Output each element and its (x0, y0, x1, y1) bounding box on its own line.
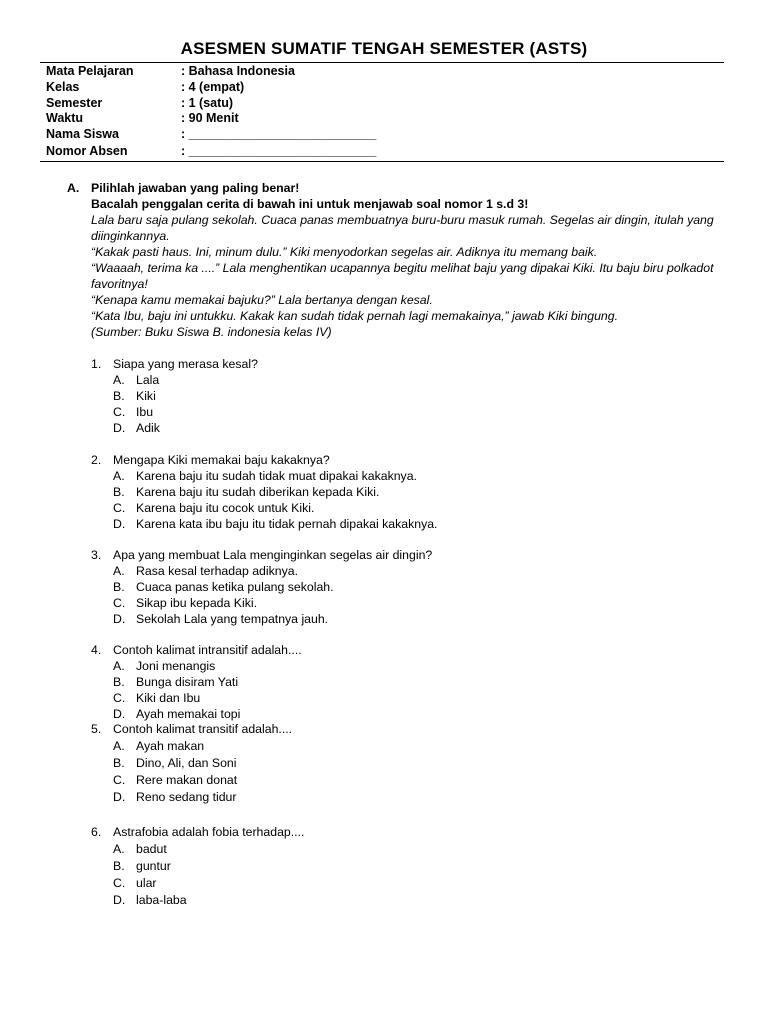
story-paragraph: “Kenapa kamu memakai bajuku?” Lala bertanya dengan kesal. (91, 293, 433, 307)
section-letter: A. (67, 181, 80, 195)
option-text: Karena kata ibu baju itu tidak pernah dipakai kakaknya. (136, 517, 438, 531)
header-rule-bottom (40, 161, 724, 162)
option-letter: D. (113, 893, 126, 907)
question-text: Contoh kalimat transitif adalah.... (113, 722, 293, 736)
option-letter: A. (113, 469, 125, 483)
option-letter: D. (113, 421, 126, 435)
option-text: Dino, Ali, dan Soni (136, 756, 237, 770)
option-text: Bunga disiram Yati (136, 675, 239, 689)
info-value: : 1 (satu) (181, 96, 234, 110)
option-text: Karena baju itu cocok untuk Kiki. (136, 501, 315, 515)
option-text: Sikap ibu kepada Kiki. (136, 596, 257, 610)
option-letter: D. (113, 517, 126, 531)
student-name-field: : ___________________________ (181, 127, 377, 141)
info-row-semester (46, 96, 716, 112)
info-value: : 4 (empat) (181, 80, 245, 94)
info-value: : Bahasa Indonesia (181, 64, 295, 78)
section-subinstruction: Bacalah penggalan cerita di bawah ini untuk menjawab soal nomor 1 s.d 3! (91, 197, 529, 211)
attendance-number-field: : ___________________________ (181, 144, 377, 158)
info-label: Nama Siswa (46, 127, 119, 141)
option-text: Reno sedang tidur (136, 790, 237, 804)
option-text: Kiki (136, 389, 156, 403)
question-text: Astrafobia adalah fobia terhadap.... (113, 825, 305, 839)
info-row-attendance-number (46, 144, 716, 160)
option-text: Karena baju itu sudah diberikan kepada Kiki. (136, 485, 380, 499)
option-letter: A. (113, 739, 125, 753)
question-number: 3. (91, 548, 102, 562)
question-text: Siapa yang merasa kesal? (113, 357, 258, 371)
question-text: Apa yang membuat Lala menginginkan segelas air dingin? (113, 548, 433, 562)
option-letter: A. (113, 659, 125, 673)
story-paragraph: Lala baru saja pulang sekolah. Cuaca panas membuatnya buru-buru masuk rumah. Segelas air dingin, itulah yang diinginkannya. (91, 213, 714, 243)
option-text: laba-laba (136, 893, 187, 907)
info-label: Nomor Absen (46, 144, 128, 158)
info-row-time (46, 111, 716, 127)
info-row-student-name (46, 127, 716, 143)
option-text: Rere makan donat (136, 773, 238, 787)
option-text: Ibu (136, 405, 154, 419)
question-number: 5. (91, 722, 102, 736)
option-letter: C. (113, 876, 126, 890)
option-text: badut (136, 842, 167, 856)
option-letter: B. (113, 389, 125, 403)
question-number: 4. (91, 643, 102, 657)
info-value: : 90 Menit (181, 111, 239, 125)
question-number: 1. (91, 357, 102, 371)
option-letter: B. (113, 580, 125, 594)
option-text: Cuaca panas ketika pulang sekolah. (136, 580, 334, 594)
option-letter: B. (113, 756, 125, 770)
info-label: Kelas (46, 80, 80, 94)
option-text: Rasa kesal terhadap adiknya. (136, 564, 299, 578)
story-paragraph: “Waaaah, terima ka ....” Lala menghentikan ucapannya begitu melihat baju yang dipakai Kiki. Itu baju biru polkadot favoritnya! (91, 261, 714, 291)
option-letter: D. (113, 612, 126, 626)
option-letter: A. (113, 564, 125, 578)
option-letter: B. (113, 485, 125, 499)
option-letter: B. (113, 859, 125, 873)
option-letter: B. (113, 675, 125, 689)
option-letter: C. (113, 596, 126, 610)
option-letter: A. (113, 373, 125, 387)
question-number: 2. (91, 453, 102, 467)
question-number: 6. (91, 825, 102, 839)
page-title: ASESMEN SUMATIF TENGAH SEMESTER (ASTS) (180, 39, 588, 58)
option-text: Adik (136, 421, 160, 435)
option-text: Joni menangis (136, 659, 216, 673)
story-source: (Sumber: Buku Siswa B. indonesia kelas IV) (91, 325, 332, 339)
option-text: ular (136, 876, 157, 890)
option-text: Sekolah Lala yang tempatnya jauh. (136, 612, 329, 626)
option-letter: C. (113, 773, 126, 787)
story-paragraph: “Kakak pasti haus. Ini, minum dulu.” Kiki menyodorkan segelas air. Adiknya itu memang baik. (91, 245, 598, 259)
option-text: guntur (136, 859, 171, 873)
option-letter: C. (113, 501, 126, 515)
option-letter: D. (113, 790, 126, 804)
option-letter: C. (113, 691, 126, 705)
header-rule-top (40, 62, 724, 63)
option-letter: C. (113, 405, 126, 419)
option-letter: D. (113, 707, 126, 721)
info-label: Waktu (46, 111, 84, 125)
question-text: Mengapa Kiki memakai baju kakaknya? (113, 453, 330, 467)
story-paragraph: “Kata Ibu, baju ini untukku. Kakak kan sudah tidak pernah lagi memakainya,” jawab Kiki bingung. (91, 309, 619, 323)
info-row-subject (46, 64, 716, 80)
info-label: Semester (46, 96, 103, 110)
option-text: Ayah makan (136, 739, 205, 753)
option-text: Kiki dan Ibu (136, 691, 201, 705)
section-instruction: Pilihlah jawaban yang paling benar! (91, 181, 300, 195)
info-row-class (46, 80, 716, 96)
option-text: Ayah memakai topi (136, 707, 241, 721)
question-text: Contoh kalimat intransitif adalah.... (113, 643, 302, 657)
option-text: Lala (136, 373, 160, 387)
option-text: Karena baju itu sudah tidak muat dipakai kakaknya. (136, 469, 417, 483)
story-passage (91, 212, 731, 340)
option-letter: A. (113, 842, 125, 856)
info-label: Mata Pelajaran (46, 64, 134, 78)
